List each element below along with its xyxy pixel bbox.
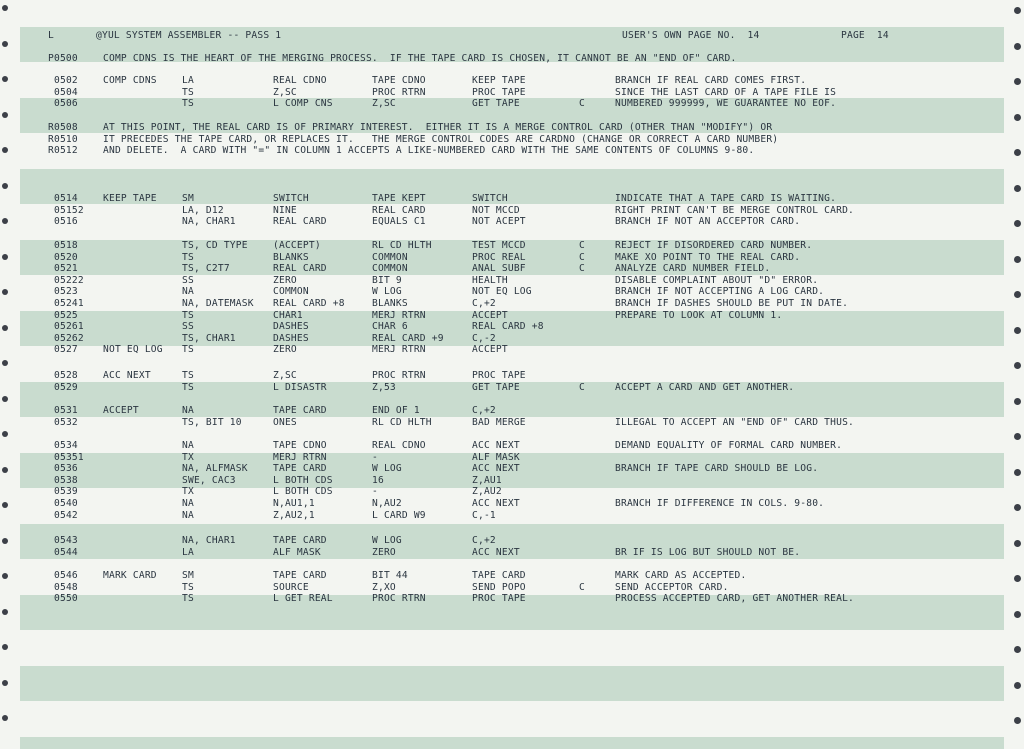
col-a2: REAL CDNO — [372, 440, 426, 451]
listing-row — [0, 535, 1024, 547]
col-card: 0548 — [54, 581, 78, 593]
col-op: NA, CHAR1 — [182, 216, 236, 228]
header-left: L — [48, 30, 54, 41]
col-op: NA, ALFMASK — [182, 463, 248, 475]
card-number: R0512 — [48, 145, 78, 157]
col-a3: HEALTH — [472, 274, 508, 286]
col-cmt: BRANCH IF TAPE CARD SHOULD BE LOG. — [615, 463, 819, 475]
col-a3: C,-1 — [472, 509, 496, 521]
sprocket-hole — [2, 183, 8, 189]
col-addr: BLANKS — [273, 251, 309, 263]
col-loc: COMP CDNS — [103, 75, 157, 86]
col-op: TS — [182, 98, 194, 110]
col-a2: CHAR 6 — [372, 321, 408, 333]
col-op: TS — [182, 251, 194, 263]
col-addr: TAPE CARD — [273, 405, 327, 416]
col-addr: TAPE CARD — [273, 570, 327, 581]
col-a3: ANAL SUBF — [472, 263, 526, 275]
listing-row — [0, 275, 1024, 287]
col-a3: KEEP TAPE — [472, 75, 526, 86]
col-addr: REAL CARD — [273, 216, 327, 228]
col-addr: TAPE CDNO — [273, 440, 327, 451]
col-addr: Z,SC — [273, 86, 297, 98]
col-a2: W LOG — [372, 286, 402, 298]
sprocket-hole — [2, 609, 8, 615]
remark-text: COMP CDNS IS THE HEART OF THE MERGING PROCESS. IF THE TAPE CARD IS CHOSEN, IT CANNOT BE AN "END OF" CARD. — [103, 53, 737, 64]
col-op: NA, CHAR1 — [182, 535, 236, 546]
col-cmt: DEMAND EQUALITY OF FORMAL CARD NUMBER. — [615, 440, 843, 451]
col-a3: C,+2 — [472, 535, 496, 546]
col-a2: COMMON — [372, 263, 408, 275]
col-addr: N,AU1,1 — [273, 498, 315, 509]
sprocket-hole — [2, 5, 8, 11]
col-card: 0529 — [54, 381, 78, 393]
col-a2: BLANKS — [372, 298, 408, 309]
card-number: R0508 — [48, 122, 78, 133]
col-a2: TAPE CDNO — [372, 75, 426, 86]
col-addr: Z,AU2,1 — [273, 509, 315, 521]
col-op: NA — [182, 405, 194, 416]
remark-row — [0, 122, 1024, 134]
col-card: 0514 — [54, 193, 78, 204]
col-a3: ACC NEXT — [472, 546, 520, 558]
green-bar — [20, 737, 1004, 749]
col-a2: TAPE KEPT — [372, 193, 426, 204]
col-cmt: ACCEPT A CARD AND GET ANOTHER. — [615, 381, 795, 393]
col-cmt: MARK CARD AS ACCEPTED. — [615, 570, 747, 581]
col-a3: SWITCH — [472, 193, 508, 204]
col-op: LA — [182, 546, 194, 558]
col-card: 0528 — [54, 370, 78, 381]
col-addr: REAL CARD +8 — [273, 298, 345, 309]
col-a2: - — [372, 451, 378, 463]
col-cmt: INDICATE THAT A TAPE CARD IS WAITING. — [615, 193, 837, 204]
col-card: 0506 — [54, 98, 78, 110]
col-a3: Z,AU2 — [472, 486, 502, 498]
col-op: TS — [182, 381, 194, 393]
listing-row — [0, 582, 1024, 594]
listing-row — [0, 333, 1024, 345]
card-number: R0510 — [48, 133, 78, 145]
col-card: 05152 — [54, 204, 84, 216]
intro-line — [0, 53, 1024, 65]
col-loc: MARK CARD — [103, 570, 157, 581]
remark-row — [0, 134, 1024, 146]
col-cmt: BRANCH IF NOT ACCEPTING A LOG CARD. — [615, 286, 825, 298]
listing-row — [0, 370, 1024, 382]
col-a2: PROC RTRN — [372, 370, 426, 381]
col-addr: TAPE CARD — [273, 535, 327, 546]
col-card: 0532 — [54, 416, 78, 428]
col-a3: GET TAPE — [472, 98, 520, 110]
listing-row — [0, 240, 1024, 252]
col-op: NA — [182, 286, 194, 298]
col-a3: C,+2 — [472, 298, 496, 309]
col-a3: ACC NEXT — [472, 440, 520, 451]
listing-row — [0, 405, 1024, 417]
col-loc: ACC NEXT — [103, 370, 151, 381]
header-line — [0, 30, 1024, 42]
col-a2: REAL CARD +9 — [372, 332, 444, 344]
col-a3: PROC TAPE — [472, 593, 526, 605]
sprocket-hole — [1014, 362, 1021, 369]
col-op: TS — [182, 86, 194, 98]
col-op: TS — [182, 370, 194, 381]
sprocket-hole — [2, 360, 8, 366]
assembler-title: @YUL SYSTEM ASSEMBLER -- PASS 1 — [96, 30, 282, 41]
col-a3: ACCEPT — [472, 344, 508, 356]
col-card: 0534 — [54, 440, 78, 451]
col-a2: - — [372, 486, 378, 498]
col-card: 0539 — [54, 486, 78, 498]
col-op: TS, CD TYPE — [182, 240, 248, 251]
sprocket-hole — [1014, 611, 1021, 618]
col-addr: L DISASTR — [273, 381, 327, 393]
col-addr: (ACCEPT) — [273, 240, 321, 251]
col-op: LA — [182, 75, 194, 86]
listing-row — [0, 463, 1024, 475]
col-card: 0550 — [54, 593, 78, 605]
col-card: 05351 — [54, 451, 84, 463]
col-a3: Z,AU1 — [472, 474, 502, 486]
sprocket-hole — [1014, 114, 1021, 121]
col-cmt: ILLEGAL TO ACCEPT AN "END OF" CARD THUS. — [615, 416, 855, 428]
col-card: 0544 — [54, 546, 78, 558]
page-number: PAGE 14 — [841, 30, 889, 41]
col-a2: PROC RTRN — [372, 86, 426, 98]
col-card: 0527 — [54, 344, 78, 356]
listing-row — [0, 486, 1024, 498]
col-op: TS — [182, 344, 194, 356]
col-op: TS, BIT 10 — [182, 416, 242, 428]
col-card: 0538 — [54, 474, 78, 486]
listing-row — [0, 193, 1024, 205]
listing-row — [0, 570, 1024, 582]
col-cmt: REJECT IF DISORDERED CARD NUMBER. — [615, 240, 813, 251]
col-op: TS — [182, 593, 194, 605]
col-addr: SOURCE — [273, 581, 309, 593]
remark-text: AND DELETE. A CARD WITH "=" IN COLUMN 1 ACCEPTS A LIKE-NUMBERED CARD WITH THE SAME CONTENTS OF COLUMNS 9-80. — [103, 145, 755, 157]
col-card: 05261 — [54, 321, 84, 333]
col-card: 0516 — [54, 216, 78, 228]
col-cmt: BRANCH IF REAL CARD COMES FIRST. — [615, 75, 807, 86]
col-addr: ALF MASK — [273, 546, 321, 558]
col-a3: NOT MCCD — [472, 204, 520, 216]
col-addr: NINE — [273, 204, 297, 216]
col-op: TX — [182, 451, 194, 463]
col-card: 05262 — [54, 332, 84, 344]
col-card: 0540 — [54, 498, 78, 509]
col-addr: REAL CARD — [273, 263, 327, 275]
col-card: 05241 — [54, 298, 84, 309]
sprocket-hole — [2, 644, 8, 650]
col-addr: TAPE CARD — [273, 463, 327, 475]
listing-row — [0, 475, 1024, 487]
col-addr: REAL CDNO — [273, 75, 327, 86]
col-op: NA — [182, 498, 194, 509]
users-page-number: USER'S OWN PAGE NO. 14 — [622, 30, 760, 41]
col-addr: COMMON — [273, 286, 309, 298]
col-a2: END OF 1 — [372, 405, 420, 416]
col-cmt: BRANCH IF DIFFERENCE IN COLS. 9-80. — [615, 498, 825, 509]
col-a3: NOT EQ LOG — [472, 286, 532, 298]
col-card: 0543 — [54, 535, 78, 546]
col-a2: EQUALS C1 — [372, 216, 426, 228]
listing-row — [0, 87, 1024, 99]
col-addr: L GET REAL — [273, 593, 333, 605]
sprocket-hole — [2, 715, 8, 721]
listing-row — [0, 344, 1024, 356]
col-addr: Z,SC — [273, 370, 297, 381]
col-op: TS, CHAR1 — [182, 332, 236, 344]
col-a2: BIT 9 — [372, 274, 402, 286]
col-cmt: SINCE THE LAST CARD OF A TAPE FILE IS — [615, 86, 837, 98]
col-a3: ACCEPT — [472, 309, 508, 321]
col-flag: C — [579, 263, 585, 275]
sprocket-hole — [1014, 646, 1021, 653]
col-addr: ZERO — [273, 344, 297, 356]
col-op: NA — [182, 509, 194, 521]
col-card: 0502 — [54, 75, 78, 86]
col-a3: NOT ACEPT — [472, 216, 526, 228]
col-cmt: NUMBERED 999999, WE GUARANTEE NO EOF. — [615, 98, 837, 110]
col-addr: DASHES — [273, 321, 309, 333]
col-card: 0504 — [54, 86, 78, 98]
listing-row — [0, 498, 1024, 510]
col-op: LA, D12 — [182, 204, 224, 216]
col-addr: CHAR1 — [273, 309, 303, 321]
listing-row — [0, 510, 1024, 522]
sprocket-hole — [1014, 43, 1021, 50]
col-cmt: MAKE XO POINT TO THE REAL CARD. — [615, 251, 801, 263]
col-card: 0531 — [54, 405, 78, 416]
col-card: 0536 — [54, 463, 78, 475]
col-a2: ZERO — [372, 546, 396, 558]
listing-row — [0, 310, 1024, 322]
listing-row — [0, 382, 1024, 394]
green-bar — [20, 666, 1004, 701]
col-flag: C — [579, 251, 585, 263]
listing-row — [0, 216, 1024, 228]
col-loc: ACCEPT — [103, 405, 139, 416]
listing-row — [0, 321, 1024, 333]
col-loc: KEEP TAPE — [103, 193, 157, 204]
col-a3: TAPE CARD — [472, 570, 526, 581]
col-a2: W LOG — [372, 535, 402, 546]
col-op: SS — [182, 321, 194, 333]
col-a3: ACC NEXT — [472, 498, 520, 509]
col-a2: REAL CARD — [372, 204, 426, 216]
col-card: 05222 — [54, 274, 84, 286]
col-a2: Z,SC — [372, 98, 396, 110]
sprocket-hole — [1014, 398, 1021, 405]
col-card: 0546 — [54, 570, 78, 581]
listing-row — [0, 205, 1024, 217]
col-addr: ONES — [273, 416, 297, 428]
col-op: SS — [182, 274, 194, 286]
col-flag: C — [579, 240, 585, 251]
listing-row — [0, 298, 1024, 310]
sprocket-hole — [1014, 682, 1021, 689]
col-cmt: BRANCH IF NOT AN ACCEPTOR CARD. — [615, 216, 801, 228]
col-a2: N,AU2 — [372, 498, 402, 509]
col-a2: COMMON — [372, 251, 408, 263]
col-a2: MERJ RTRN — [372, 309, 426, 321]
col-loc: NOT EQ LOG — [103, 344, 163, 356]
col-a2: Z,53 — [372, 381, 396, 393]
col-a2: PROC RTRN — [372, 593, 426, 605]
col-a3: PROC REAL — [472, 251, 526, 263]
card-number: P0500 — [48, 53, 78, 64]
col-op: TS — [182, 309, 194, 321]
col-card: 0523 — [54, 286, 78, 298]
col-addr: L COMP CNS — [273, 98, 333, 110]
col-addr: MERJ RTRN — [273, 451, 327, 463]
col-card: 0525 — [54, 309, 78, 321]
col-cmt: BRANCH IF DASHES SHOULD BE PUT IN DATE. — [615, 298, 849, 309]
sprocket-hole — [1014, 717, 1021, 724]
remark-text: AT THIS POINT, THE REAL CARD IS OF PRIMARY INTEREST. EITHER IT IS A MERGE CONTROL CARD (OTHER THAN "MODIFY") OR — [103, 122, 773, 133]
col-a2: MERJ RTRN — [372, 344, 426, 356]
col-cmt: BR IF IS LOG BUT SHOULD NOT BE. — [615, 546, 801, 558]
col-cmt: PROCESS ACCEPTED CARD, GET ANOTHER REAL. — [615, 593, 855, 605]
col-a2: BIT 44 — [372, 570, 408, 581]
col-card: 0520 — [54, 251, 78, 263]
listing-row — [0, 252, 1024, 264]
col-a2: L CARD W9 — [372, 509, 426, 521]
col-addr: L BOTH CDS — [273, 474, 333, 486]
col-a3: BAD MERGE — [472, 416, 526, 428]
sprocket-hole — [2, 112, 8, 118]
col-cmt: PREPARE TO LOOK AT COLUMN 1. — [615, 309, 783, 321]
listing-row — [0, 593, 1024, 605]
col-card: 0542 — [54, 509, 78, 521]
col-cmt: RIGHT PRINT CAN'T BE MERGE CONTROL CARD. — [615, 204, 855, 216]
col-a3: ALF MASK — [472, 451, 520, 463]
col-a3: PROC TAPE — [472, 370, 526, 381]
col-a3: C,-2 — [472, 332, 496, 344]
col-a3: C,+2 — [472, 405, 496, 416]
col-addr: ZERO — [273, 274, 297, 286]
col-a2: Z,XO — [372, 581, 396, 593]
col-card: 0518 — [54, 240, 78, 251]
col-cmt: SEND ACCEPTOR CARD. — [615, 581, 729, 593]
col-a3: PROC TAPE — [472, 86, 526, 98]
listing-row — [0, 263, 1024, 275]
sprocket-hole — [1014, 433, 1021, 440]
col-op: TX — [182, 486, 194, 498]
col-a3: SEND POPO — [472, 581, 526, 593]
remark-text: IT PRECEDES THE TAPE CARD, OR REPLACES IT. THE MERGE CONTROL CODES ARE CARDNO (CHANGE OR CORRECT A CARD NUMBER) — [103, 133, 779, 145]
col-a2: RL CD HLTH — [372, 416, 432, 428]
col-cmt: ANALYZE CARD NUMBER FIELD. — [615, 263, 771, 275]
listing-row — [0, 452, 1024, 464]
col-card: 0521 — [54, 263, 78, 275]
listing-row — [0, 98, 1024, 110]
listing-row — [0, 75, 1024, 87]
listing-row — [0, 286, 1024, 298]
sprocket-hole — [2, 396, 8, 402]
col-op: NA — [182, 440, 194, 451]
col-a3: TEST MCCD — [472, 240, 526, 251]
col-op: SWE, CAC3 — [182, 474, 236, 486]
col-flag: C — [579, 98, 585, 110]
col-op: SM — [182, 570, 194, 581]
col-op: NA, DATEMASK — [182, 298, 254, 309]
sprocket-hole — [2, 431, 8, 437]
col-a3: REAL CARD +8 — [472, 321, 544, 333]
col-addr: SWITCH — [273, 193, 309, 204]
col-addr: DASHES — [273, 332, 309, 344]
col-cmt: DISABLE COMPLAINT ABOUT "D" ERROR. — [615, 274, 819, 286]
col-a3: ACC NEXT — [472, 463, 520, 475]
sprocket-hole — [1014, 7, 1021, 14]
col-a2: RL CD HLTH — [372, 240, 432, 251]
col-op: SM — [182, 193, 194, 204]
col-flag: C — [579, 581, 585, 593]
col-flag: C — [579, 381, 585, 393]
remark-row — [0, 145, 1024, 157]
sprocket-hole — [2, 680, 8, 686]
col-op: TS — [182, 581, 194, 593]
col-a2: 16 — [372, 474, 384, 486]
col-addr: L BOTH CDS — [273, 486, 333, 498]
col-op: TS, C2T7 — [182, 263, 230, 275]
listing-row — [0, 440, 1024, 452]
col-a2: W LOG — [372, 463, 402, 475]
listing-row — [0, 547, 1024, 559]
sprocket-hole — [1014, 185, 1021, 192]
listing-row — [0, 417, 1024, 429]
col-a3: GET TAPE — [472, 381, 520, 393]
